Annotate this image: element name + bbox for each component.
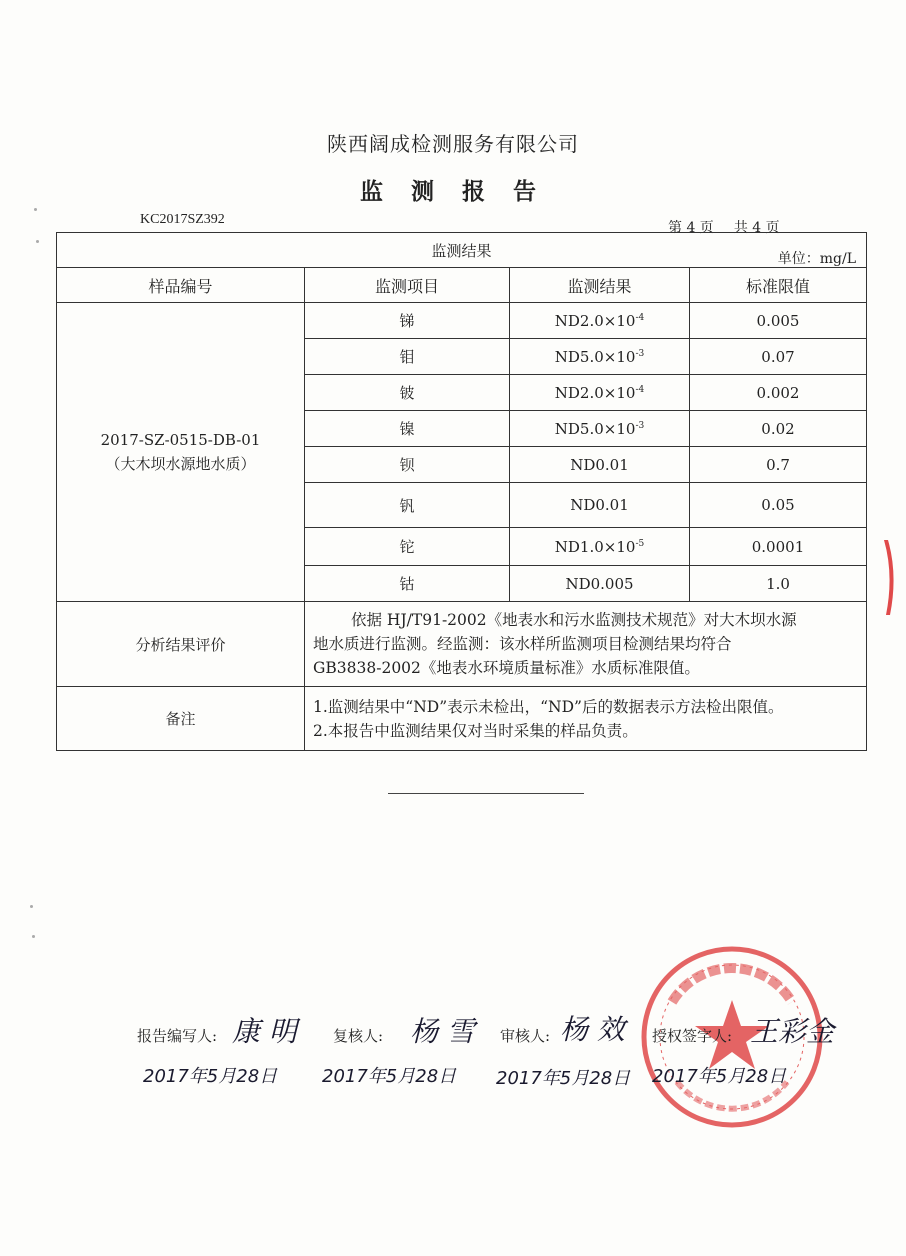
table-header-row: [57, 268, 867, 303]
reviewer-signature-icon: 杨 雪: [410, 1015, 475, 1048]
results-section-header: [57, 233, 867, 268]
authorizer-signature-icon: 王彩金: [750, 1015, 835, 1048]
evaluation-line: 地水质进行监测。经监测：该水样所监测项目检测结果均符合: [313, 635, 732, 653]
evaluation-row: [57, 602, 867, 687]
limit-cell: 0.005: [690, 303, 867, 339]
evaluation-label: 分析结果评价: [57, 602, 305, 687]
scan-speck: [36, 240, 39, 243]
remarks-label: 备注: [57, 687, 305, 751]
evaluation-text: [305, 602, 867, 687]
remarks-text: [305, 687, 867, 751]
authorizer-date: 2017年5月28日: [652, 1066, 787, 1087]
writer-label: 报告编写人:: [137, 1027, 218, 1045]
writer-date: 2017年5月28日: [143, 1066, 278, 1087]
report-number: KC2017SZ392: [140, 212, 225, 227]
item-cell: 钴: [305, 566, 510, 602]
result-cell: ND0.01: [510, 483, 690, 528]
limit-cell: 0.0001: [690, 528, 867, 566]
end-divider: [388, 793, 584, 794]
limit-cell: 0.7: [690, 447, 867, 483]
red-edge-mark: [876, 540, 896, 615]
remark-line: 2.本报告中监测结果仅对当时采集的样品负责。: [313, 721, 638, 740]
evaluation-line: GB3838-2002《地表水环境质量标准》水质标准限值。: [313, 659, 700, 677]
scan-speck: [34, 208, 37, 211]
item-cell: 镍: [305, 411, 510, 447]
result-cell: $ND5.0\times 10^{-3}$: [510, 411, 690, 447]
result-cell: $ND2.0\times 10^{-4}$: [510, 303, 690, 339]
item-cell: 铊: [305, 528, 510, 566]
result-cell: $ND2.0\times 10^{-4}$: [510, 375, 690, 411]
result-cell: $ND1.0\times 10^{-5}$: [510, 528, 690, 566]
result-cell: ND0.005: [510, 566, 690, 602]
sample-id: 2017-SZ-0515-DB-01: [100, 431, 261, 449]
scan-speck: [32, 935, 35, 938]
remark-line: 1.监测结果中“ND”表示未检出，“ND”后的数据表示方法检出限值。: [313, 697, 784, 716]
result-cell: ND0.01: [510, 447, 690, 483]
remarks-row: [57, 687, 867, 751]
page-number: 第 4 页: [668, 220, 714, 236]
auditor-signature-icon: 杨 效: [560, 1013, 625, 1046]
company-name: 陕西阔成检测服务有限公司: [327, 132, 579, 156]
scan-speck: [30, 905, 33, 908]
writer-signature-icon: 康 明: [232, 1015, 297, 1048]
column-header: 标准限值: [690, 268, 867, 303]
limit-cell: 1.0: [690, 566, 867, 602]
item-cell: 钒: [305, 483, 510, 528]
results-table: [56, 232, 867, 751]
evaluation-line: 依据 HJ/T91-2002《地表水和污水监测技术规范》对大木坝水源: [351, 611, 797, 629]
limit-cell: 0.07: [690, 339, 867, 375]
column-header: 监测项目: [305, 268, 510, 303]
results-section-title: 监测结果: [431, 241, 492, 260]
item-cell: 钡: [305, 447, 510, 483]
sample-description: （大木坝水源地水质）: [105, 455, 256, 473]
reviewer-label: 复核人:: [333, 1027, 384, 1045]
auditor-label: 审核人:: [500, 1027, 551, 1045]
item-cell: 铍: [305, 375, 510, 411]
sample-cell: [57, 303, 305, 602]
column-header: 监测结果: [510, 268, 690, 303]
table-row: [57, 303, 867, 339]
report-title: 监 测 报 告: [359, 178, 547, 205]
result-cell: $ND5.0\times 10^{-3}$: [510, 339, 690, 375]
authorizer-label: 授权签字人:: [652, 1027, 733, 1045]
limit-cell: 0.05: [690, 483, 867, 528]
limit-cell: 0.02: [690, 411, 867, 447]
page-total: 共 4 页: [733, 220, 780, 236]
limit-cell: 0.002: [690, 375, 867, 411]
item-cell: 钼: [305, 339, 510, 375]
auditor-date: 2017年5月28日: [496, 1068, 631, 1089]
unit-label: 单位：mg/L: [777, 251, 857, 267]
item-cell: 锑: [305, 303, 510, 339]
reviewer-date: 2017年5月28日: [322, 1066, 457, 1087]
column-header: 样品编号: [57, 268, 305, 303]
